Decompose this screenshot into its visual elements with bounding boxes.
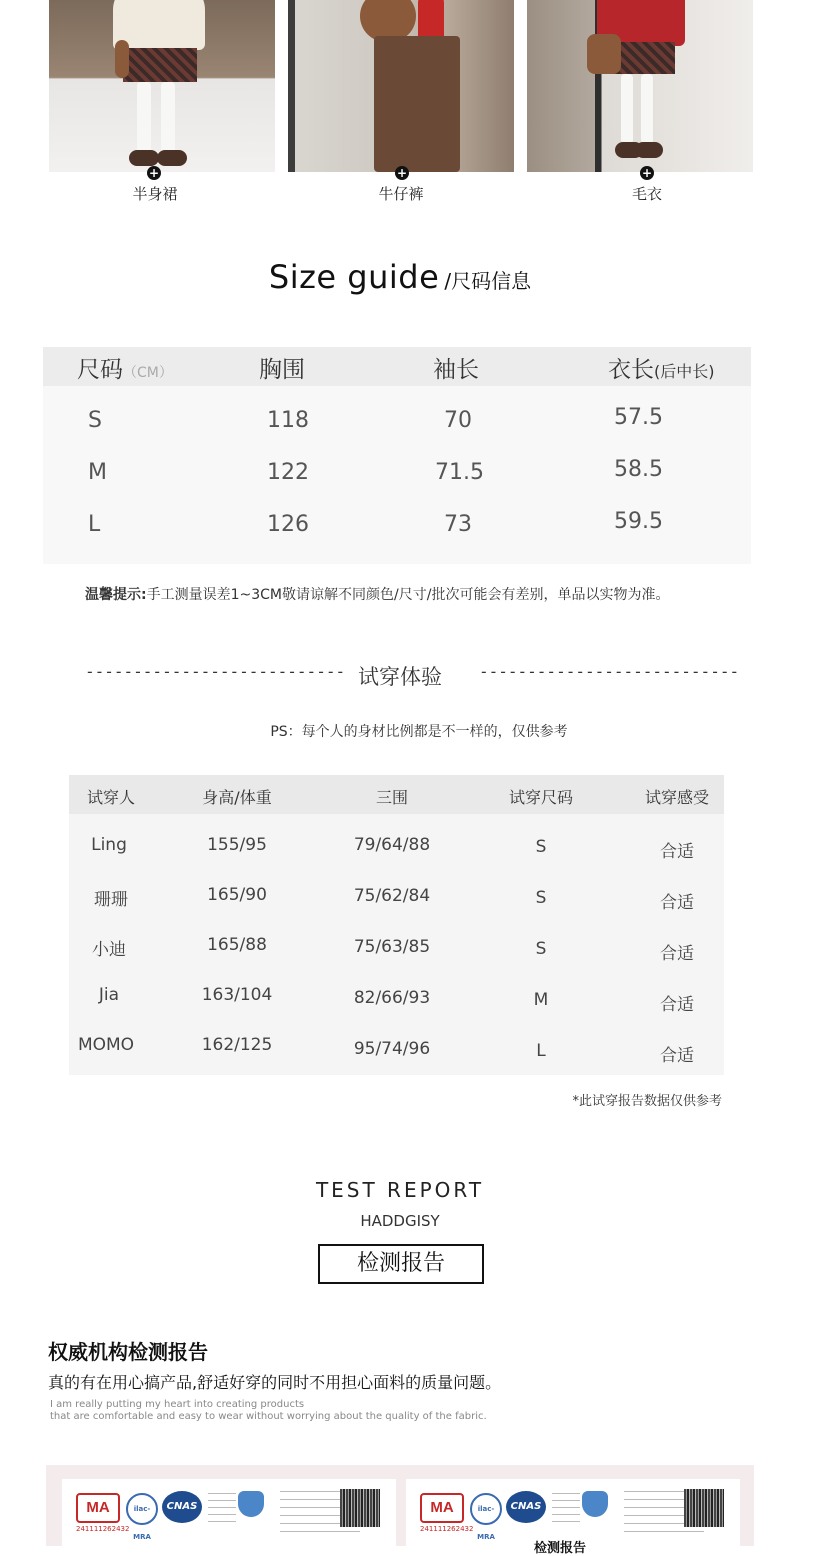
authority-description: 真的有在用心搞产品,舒适好穿的同时不用担心面料的质量问题。 xyxy=(48,1373,502,1392)
height-weight-cell: 155/95 xyxy=(207,835,267,855)
certificate-card[interactable] xyxy=(62,1479,396,1546)
certificate-strip xyxy=(46,1465,754,1556)
feel-cell: 合适 xyxy=(660,1046,694,1066)
cma-number: 241111262432 xyxy=(420,1525,474,1533)
try-size-cell: M xyxy=(533,990,549,1010)
height-weight-cell: 162/125 xyxy=(201,1035,273,1055)
header-measurements: 三围 xyxy=(375,788,409,807)
size-cell: S xyxy=(88,408,102,433)
height-weight-cell: 165/90 xyxy=(207,885,267,905)
tester-cell: Jia xyxy=(98,985,120,1005)
tip-text: 手工测量误差1~3CM敬请谅解不同颜色/尺寸/批次可能会有差别，单品以实物为准。 xyxy=(146,587,670,603)
shield-icon xyxy=(582,1491,608,1517)
plus-icon[interactable]: + xyxy=(641,166,653,180)
sleeve-cell: 70 xyxy=(444,408,472,433)
size-cell: M xyxy=(88,460,107,485)
authority-english-line-1: I am really putting my heart into creating products xyxy=(50,1399,305,1410)
chest-cell: 126 xyxy=(267,512,309,537)
tester-cell: Ling xyxy=(91,835,127,855)
divider-left: --------------------------- xyxy=(85,662,346,681)
header-tester: 试穿人 xyxy=(86,788,136,807)
try-size-cell: L xyxy=(536,1041,546,1061)
test-report-button[interactable]: 检测报告 xyxy=(318,1244,484,1284)
size-table-header xyxy=(43,347,751,386)
feel-cell: 合适 xyxy=(660,842,694,862)
feel-cell: 合适 xyxy=(660,995,694,1015)
header-length: 衣长(后中长) xyxy=(608,357,715,383)
try-on-ps: PS：每个人的身材比例都是不一样的，仅供参考 xyxy=(270,724,568,740)
size-guide-title-cn: /尺码信息 xyxy=(444,269,532,293)
plus-icon[interactable]: + xyxy=(396,166,408,180)
try-on-table xyxy=(69,775,724,1075)
header-size-unit: （CM） xyxy=(123,365,173,381)
certificate-heading: 检测报告 xyxy=(534,1541,587,1556)
size-guide-title xyxy=(0,258,800,296)
try-on-table-header xyxy=(69,775,724,814)
cnas-logo-icon: CNAS xyxy=(162,1491,202,1523)
feel-cell: 合适 xyxy=(660,893,694,913)
tester-cell: 小迪 xyxy=(92,940,126,960)
measurements-cell: 79/64/88 xyxy=(353,835,431,855)
tester-cell: 珊珊 xyxy=(94,890,128,910)
fine-print xyxy=(552,1493,580,1527)
header-sleeve: 袖长 xyxy=(433,357,479,383)
divider-right: --------------------------- xyxy=(479,662,740,681)
length-cell: 57.5 xyxy=(614,405,663,430)
authority-english-line-2: that are comfortable and easy to wear without worrying about the quality of the fabric. xyxy=(50,1411,487,1422)
measurements-cell: 95/74/96 xyxy=(353,1039,431,1059)
cma-number: 241111262432 xyxy=(76,1525,130,1533)
authority-title: 权威机构检测报告 xyxy=(48,1340,208,1364)
barcode-icon xyxy=(684,1489,724,1527)
cma-logo-icon: MA xyxy=(420,1493,464,1523)
photo-caption-sweater[interactable]: 毛衣 xyxy=(631,185,662,203)
length-cell: 59.5 xyxy=(614,509,663,534)
tip-label: 温馨提示: xyxy=(85,587,147,603)
product-photo-jeans[interactable] xyxy=(288,0,514,172)
header-try-size: 试穿尺码 xyxy=(508,788,574,807)
tester-cell: MOMO xyxy=(77,1035,135,1055)
feel-cell: 合适 xyxy=(660,944,694,964)
try-on-title: 试穿体验 xyxy=(358,665,442,689)
try-size-cell: S xyxy=(535,888,547,908)
size-guide-title-en: Size guide xyxy=(268,258,440,296)
height-weight-cell: 165/88 xyxy=(207,935,267,955)
measurements-cell: 82/66/93 xyxy=(353,988,431,1008)
try-size-cell: S xyxy=(535,939,547,959)
measurement-tip xyxy=(85,584,669,604)
product-photo-skirt[interactable] xyxy=(49,0,275,172)
sleeve-cell: 73 xyxy=(444,512,472,537)
cma-logo-icon: MA xyxy=(76,1493,120,1523)
photo-caption-jeans[interactable]: 牛仔裤 xyxy=(378,185,424,203)
height-weight-cell: 163/104 xyxy=(201,985,273,1005)
plus-icon[interactable]: + xyxy=(148,166,160,180)
shield-icon xyxy=(238,1491,264,1517)
cnas-logo-icon: CNAS xyxy=(506,1491,546,1523)
length-cell: 58.5 xyxy=(614,457,663,482)
header-chest: 胸围 xyxy=(259,357,305,383)
measurements-cell: 75/62/84 xyxy=(353,886,431,906)
try-on-note: *此试穿报告数据仅供参考 xyxy=(572,1094,722,1109)
sleeve-cell: 71.5 xyxy=(435,460,484,485)
chest-cell: 118 xyxy=(267,408,309,433)
certificate-card[interactable] xyxy=(406,1479,740,1556)
try-size-cell: S xyxy=(535,837,547,857)
header-feel: 试穿感受 xyxy=(644,788,710,807)
header-length-sub: (后中长) xyxy=(654,362,715,381)
photo-caption-skirt[interactable]: 半身裙 xyxy=(132,185,178,203)
product-photo-strip xyxy=(0,0,800,215)
brand-name: HADDGISY xyxy=(360,1212,440,1230)
header-size: 尺码（CM） xyxy=(77,357,173,383)
fine-print xyxy=(208,1493,236,1527)
chest-cell: 122 xyxy=(267,460,309,485)
ilac-mra-icon: ilac-MRA xyxy=(470,1493,502,1525)
ilac-mra-icon: ilac-MRA xyxy=(126,1493,158,1525)
measurements-cell: 75/63/85 xyxy=(353,937,431,957)
header-height-weight: 身高/体重 xyxy=(202,788,272,807)
size-table xyxy=(43,347,751,564)
product-photo-sweater[interactable] xyxy=(527,0,753,172)
test-report-title: TEST REPORT xyxy=(315,1178,485,1202)
size-cell: L xyxy=(88,512,101,537)
barcode-icon xyxy=(340,1489,380,1527)
